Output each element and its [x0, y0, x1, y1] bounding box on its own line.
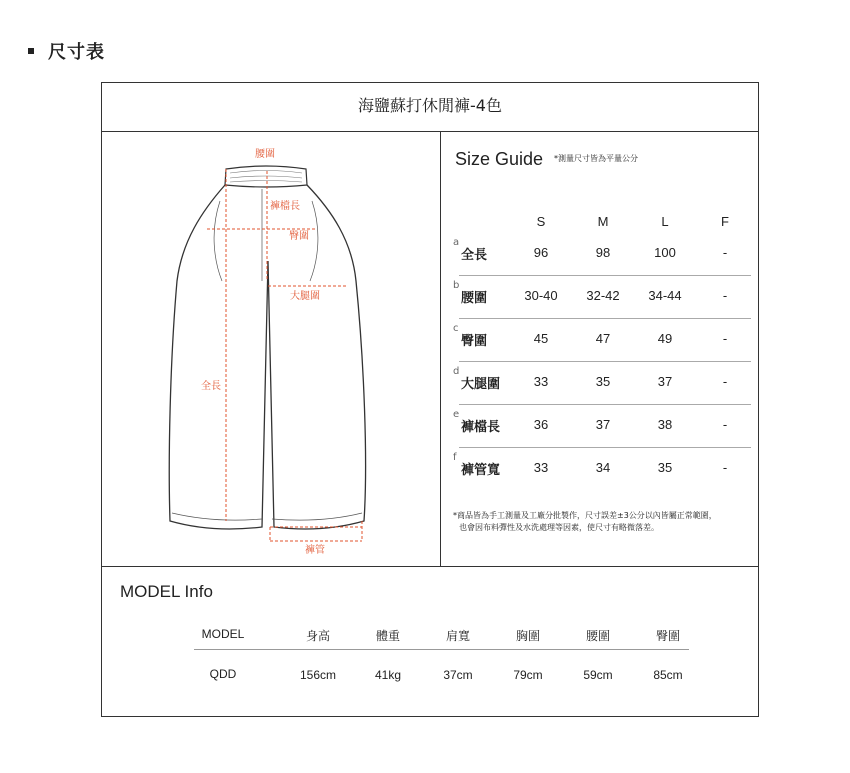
row-letter: a [453, 237, 460, 248]
size-header-m: M [597, 214, 609, 229]
value-f: - [722, 460, 728, 475]
size-row [453, 362, 751, 405]
model-value: 37cm [443, 668, 473, 682]
value-s: 36 [533, 417, 549, 432]
label-thigh: 大腿圍 [290, 291, 320, 302]
value-f: - [722, 374, 728, 389]
model-value: 79cm [513, 668, 543, 682]
row-letter: c [453, 323, 459, 334]
model-header: 肩寬 [445, 629, 470, 643]
value-s: 45 [533, 331, 549, 346]
pants-illustration [102, 131, 440, 566]
model-header: MODEL [201, 627, 245, 641]
model-info-title: MODEL Info [120, 582, 213, 601]
value-s: 30-40 [524, 288, 558, 303]
value-l: 49 [657, 331, 673, 346]
row-name: 褲管寬 [461, 463, 501, 478]
model-divider [194, 649, 689, 650]
value-s: 33 [533, 374, 549, 389]
value-f: - [722, 331, 728, 346]
bullet-icon [28, 48, 34, 54]
value-f: - [722, 245, 728, 260]
row-letter: b [453, 280, 460, 291]
footnote [453, 510, 758, 534]
value-s: 33 [533, 460, 549, 475]
label-length: 全長 [201, 381, 221, 392]
model-info [102, 566, 758, 718]
row-name: 大腿圍 [461, 377, 501, 392]
row-name: 臀圍 [461, 334, 488, 349]
size-header-s: S [536, 214, 546, 229]
product-title: 海鹽蘇打休閒褲-4色 [102, 83, 758, 132]
row-name: 全長 [461, 248, 488, 263]
model-header: 胸圍 [515, 629, 540, 643]
row-letter: d [453, 366, 460, 377]
value-m: 34 [595, 460, 611, 475]
value-m: 32-42 [586, 288, 620, 303]
size-chart-frame [101, 82, 759, 717]
size-guide-title: Size Guide [455, 149, 544, 169]
value-m: 98 [595, 245, 611, 260]
value-m: 37 [595, 417, 611, 432]
model-value: 156cm [299, 668, 337, 682]
label-hip: 臀圍 [289, 231, 309, 242]
value-s: 96 [533, 245, 549, 260]
section-heading [28, 38, 105, 64]
size-header-f: F [721, 214, 729, 229]
model-header: 臀圍 [655, 629, 680, 643]
model-header: 體重 [375, 629, 400, 643]
value-l: 34-44 [648, 288, 682, 303]
value-m: 35 [595, 374, 611, 389]
row-letter: f [453, 452, 457, 463]
footnote-line: 也會因布料彈性及水洗處理等因素，使尺寸有略微落差。 [459, 523, 659, 532]
size-row [453, 448, 751, 491]
value-f: - [722, 288, 728, 303]
model-value: 59cm [583, 668, 613, 682]
row-name: 褲檔長 [461, 420, 501, 435]
model-header: 身高 [305, 629, 330, 643]
value-f: - [722, 417, 728, 432]
model-value: 41kg [374, 668, 402, 682]
size-row [453, 233, 751, 276]
value-l: 100 [654, 245, 676, 260]
value-m: 47 [595, 331, 611, 346]
row-letter: e [453, 409, 460, 420]
size-row [453, 276, 751, 319]
footnote-line: *商品皆為手工測量及工廠分批製作，尺寸誤差±3公分以內皆屬正常範圍， [453, 511, 717, 520]
value-l: 35 [657, 460, 673, 475]
heading-text: 尺寸表 [48, 42, 105, 63]
value-l: 38 [657, 417, 673, 432]
size-guide-note: *測量尺寸皆為平量公分 [554, 154, 638, 163]
label-rise: 褲檔長 [270, 201, 300, 212]
size-header-l: L [661, 214, 669, 229]
size-row [453, 319, 751, 362]
model-value: QDD [209, 667, 237, 681]
value-l: 37 [657, 374, 673, 389]
label-waist: 腰圍 [255, 149, 275, 160]
size-row [453, 405, 751, 448]
model-value: 85cm [653, 668, 683, 682]
size-guide [441, 131, 759, 566]
pants-diagram [102, 131, 441, 566]
row-name: 腰圍 [461, 291, 488, 306]
model-header: 腰圍 [585, 629, 610, 643]
label-hem: 褲管 [305, 545, 325, 556]
